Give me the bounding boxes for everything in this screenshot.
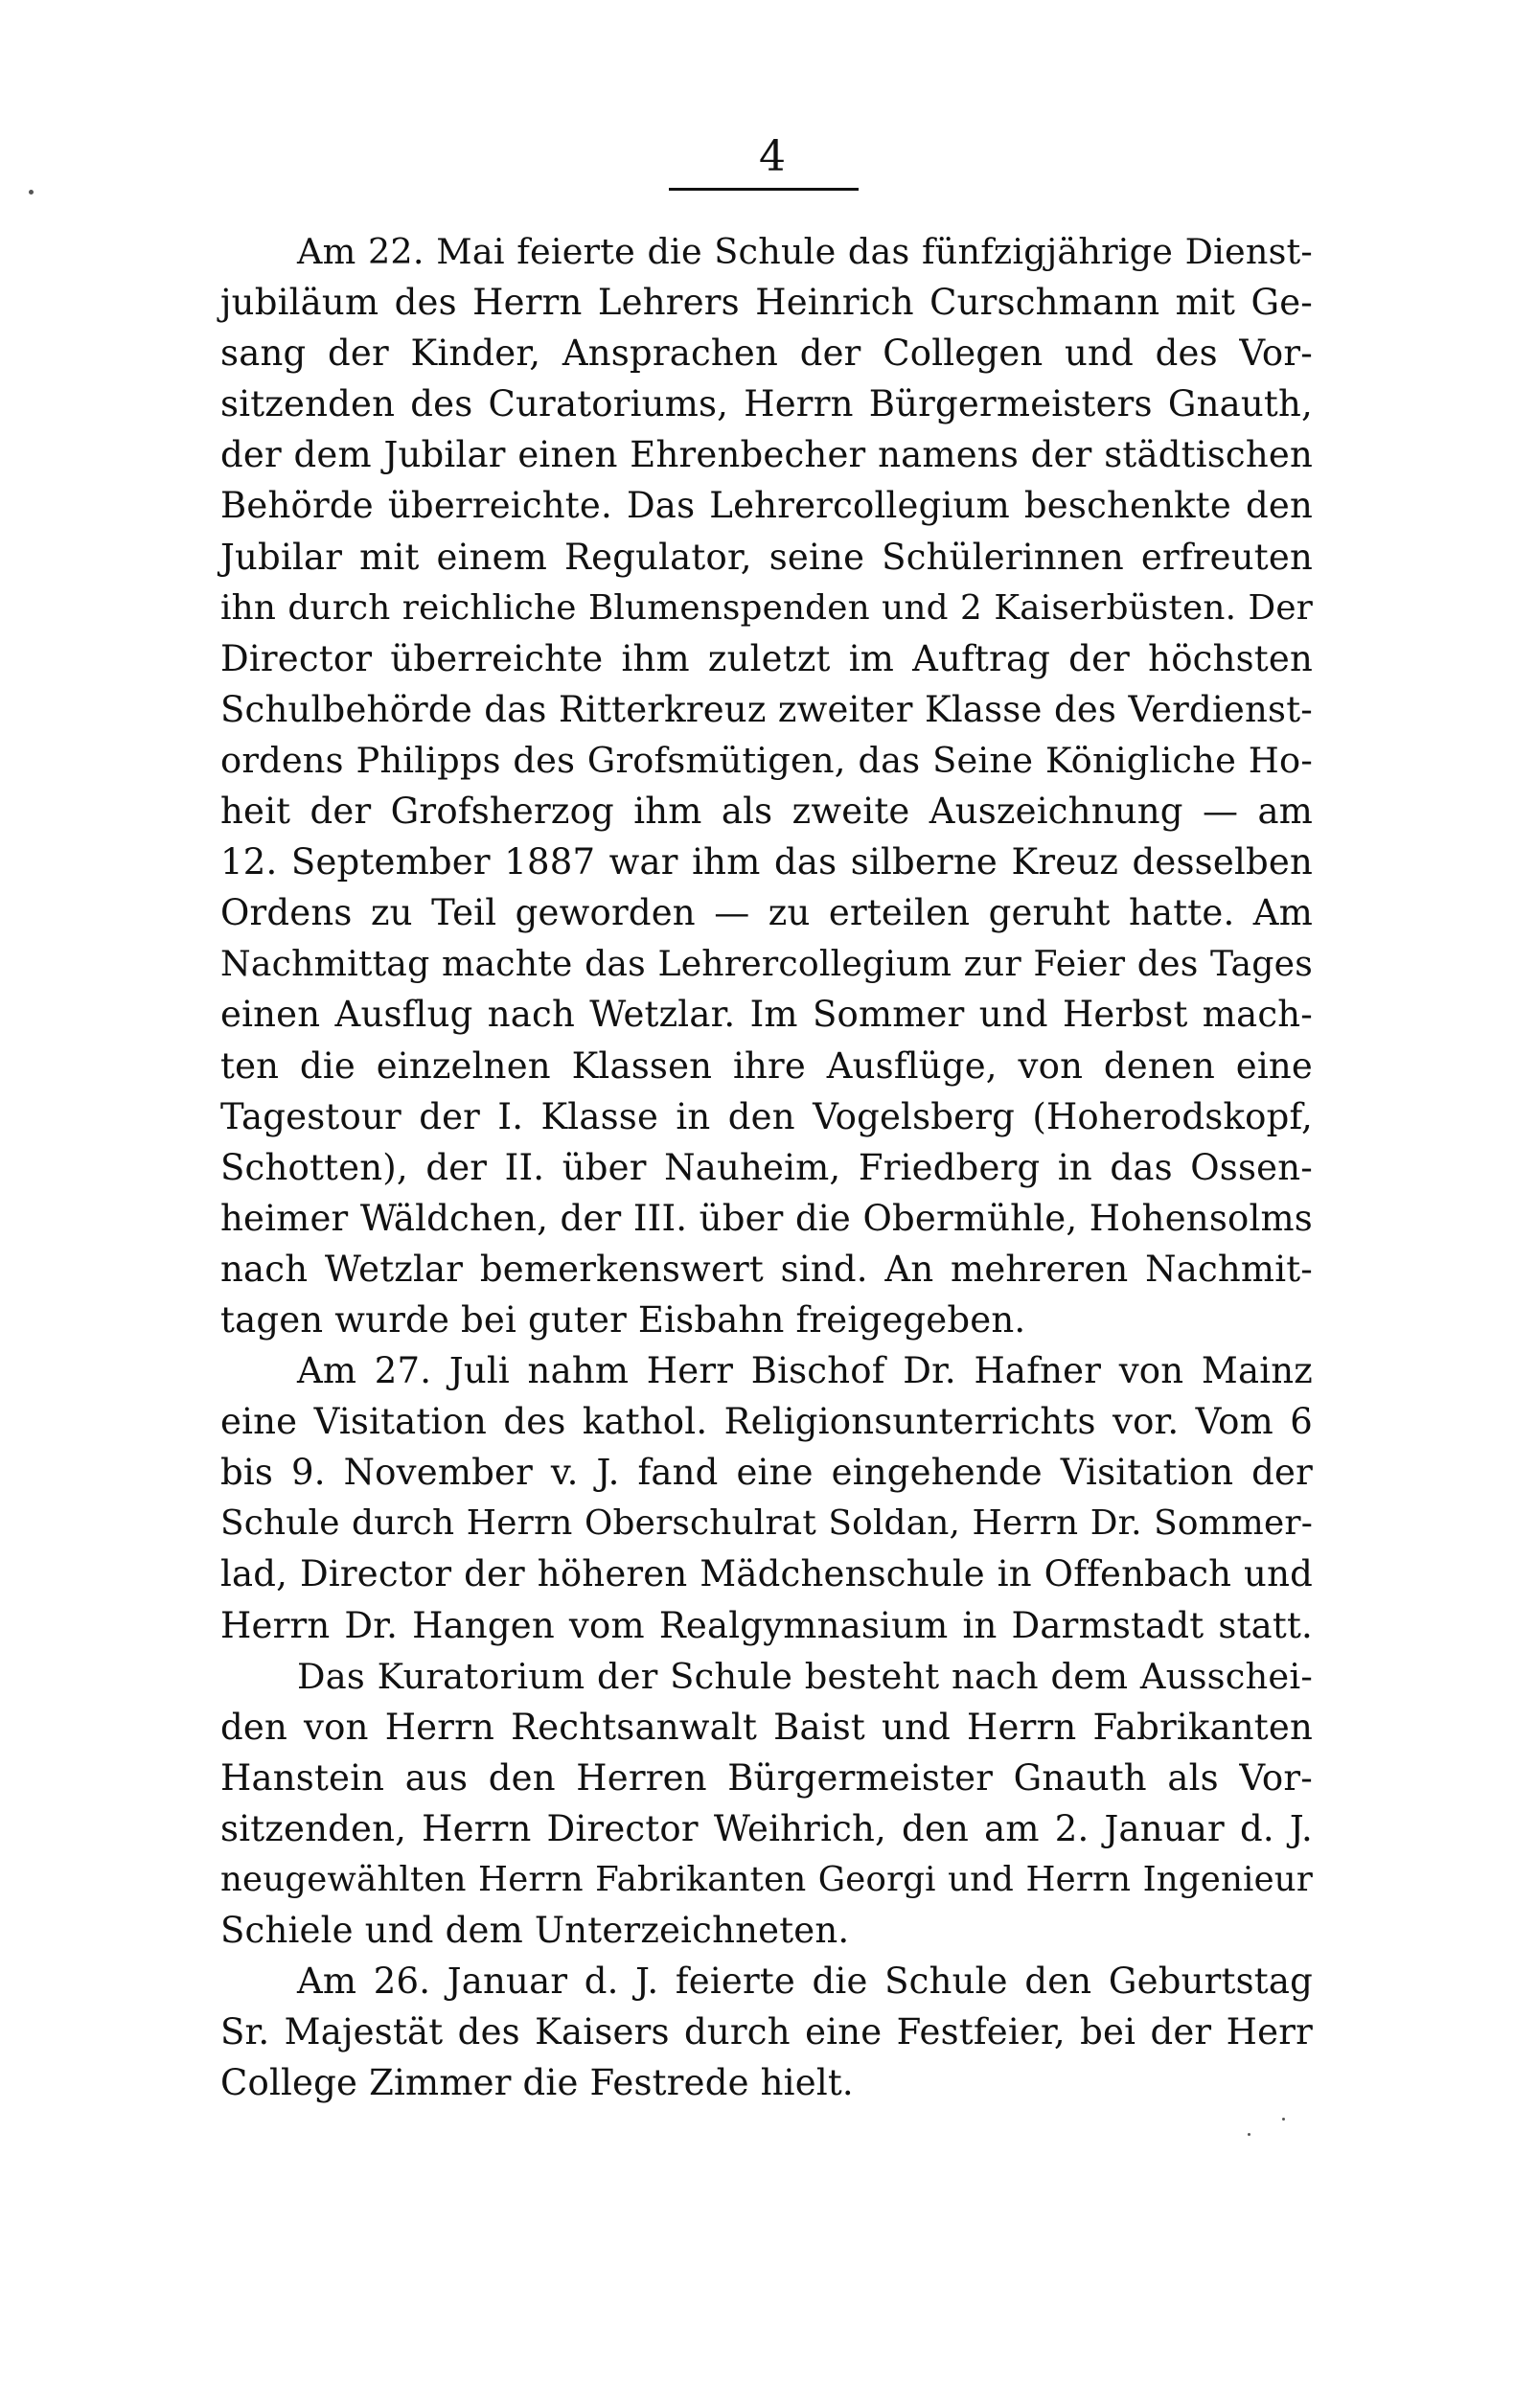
page-number <box>0 132 1514 181</box>
text-line: sang der Kinder, Ansprachen der Collegen und des Vor- <box>220 333 1313 375</box>
text-line: sitzenden, Herrn Director Weihrich, den am 2. Januar d. J. <box>220 1807 1313 1849</box>
page-number-text: 4 <box>759 132 786 181</box>
header-rule <box>669 188 859 191</box>
text-line: Sr. Majestät des Kaisers durch eine Festfeier, bei der Herr <box>220 2011 1313 2053</box>
body-text <box>220 226 1313 2108</box>
text-line: heit der Grofsherzog ihm als zweite Auszeichnung — am <box>220 791 1313 833</box>
text-line: tagen wurde bei guter Eisbahn freigegeben. <box>220 1298 1026 1341</box>
text-line: der dem Jubilar einen Ehrenbecher namens der städtischen <box>220 434 1313 476</box>
text-line: Schiele und dem Unterzeichneten. <box>220 1910 850 1952</box>
text-line: Am 27. Juli nahm Herr Bischof Dr. Hafner von Mainz <box>297 1350 1313 1392</box>
scan-speck <box>1248 2133 1250 2136</box>
scan-speck <box>29 190 34 195</box>
text-line: Ordens zu Teil geworden — zu erteilen geruht hatte. Am <box>220 892 1313 934</box>
text-line: Am 26. Januar d. J. feierte die Schule den Geburtstag <box>297 1961 1313 2003</box>
text-line: einen Ausflug nach Wetzlar. Im Sommer und Herbst mach- <box>220 994 1313 1036</box>
text-line: eine Visitation des kathol. Religionsunterrichts vor. Vom 6 <box>220 1401 1313 1443</box>
text-line: lad, Director der höheren Mädchenschule in Offenbach und <box>220 1553 1313 1595</box>
text-line: Tagestour der I. Klasse in den Vogelsberg (Hoherodskopf, <box>220 1095 1313 1137</box>
text-line: nach Wetzlar bemerkenswert sind. An mehreren Nachmit- <box>220 1248 1313 1290</box>
text-line: Behörde überreichte. Das Lehrercollegium beschenkte den <box>220 485 1313 527</box>
text-line: heimer Wäldchen, der III. über die Obermühle, Hohensolms <box>220 1197 1313 1239</box>
text-line: jubiläum des Herrn Lehrers Heinrich Curschmann mit Ge- <box>220 282 1313 324</box>
text-line: den von Herrn Rechtsanwalt Baist und Herrn Fabrikanten <box>220 1706 1313 1748</box>
text-line: Schulbehörde das Ritterkreuz zweiter Klasse des Verdienst- <box>220 688 1313 730</box>
text-line: 12. September 1887 war ihm das silberne Kreuz desselben <box>220 841 1313 883</box>
text-line: Herrn Dr. Hangen vom Realgymnasium in Darmstadt statt. <box>220 1604 1313 1646</box>
text-line: sitzenden des Curatoriums, Herrn Bürgermeisters Gnauth, <box>220 383 1313 425</box>
text-line: College Zimmer die Festrede hielt. <box>220 2062 854 2104</box>
text-line: Jubilar mit einem Regulator, seine Schülerinnen erfreuten <box>220 536 1313 578</box>
text-line: ordens Philipps des Grofsmütigen, das Seine Königliche Ho- <box>220 739 1313 781</box>
text-line: Hanstein aus den Herren Bürgermeister Gnauth als Vor- <box>220 1756 1313 1799</box>
text-line: Nachmittag machte das Lehrercollegium zur Feier des Tages <box>220 943 1313 985</box>
text-line: ten die einzelnen Klassen ihre Ausflüge, von denen eine <box>220 1044 1313 1087</box>
text-line: neugewählten Herrn Fabrikanten Georgi und Herrn Ingenieur <box>220 1860 1313 1899</box>
scan-speck <box>1282 2118 1285 2121</box>
text-line: Am 22. Mai feierte die Schule das fünfzigjährige Dienst- <box>297 231 1313 272</box>
text-line: ihn durch reichliche Blumenspenden und 2 Kaiserbüsten. Der <box>220 587 1313 628</box>
text-line: Schule durch Herrn Oberschulrat Soldan, Herrn Dr. Sommer- <box>220 1503 1313 1544</box>
text-line: Schotten), der II. über Nauheim, Friedberg in das Ossen- <box>220 1146 1313 1188</box>
text-line: Das Kuratorium der Schule besteht nach dem Ausschei- <box>297 1655 1313 1697</box>
text-line: Director überreichte ihm zuletzt im Auftrag der höchsten <box>220 637 1313 679</box>
text-line: bis 9. November v. J. fand eine eingehende Visitation der <box>220 1452 1313 1494</box>
